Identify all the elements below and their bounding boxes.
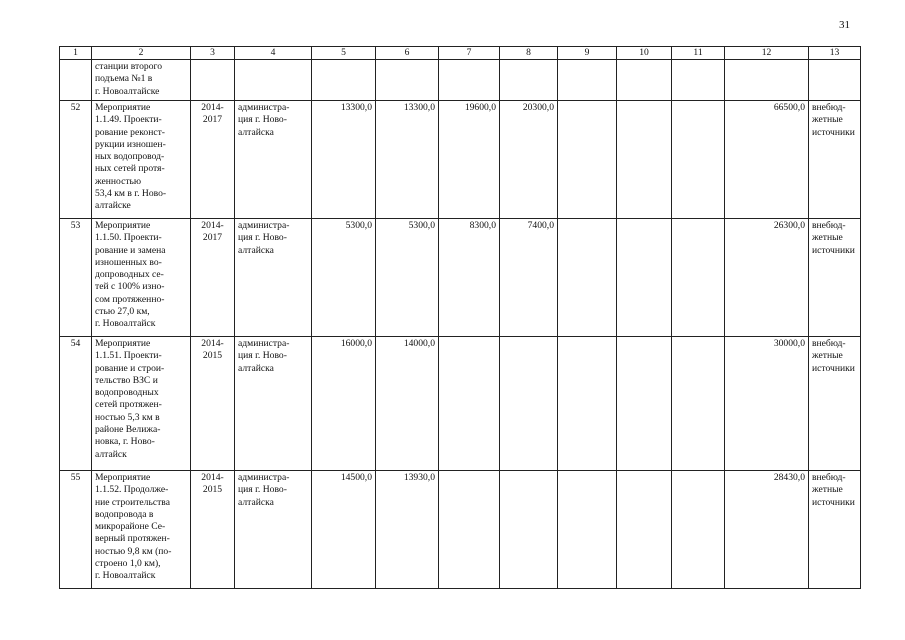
cell-9 — [558, 471, 617, 589]
cell-9 — [558, 219, 617, 337]
table-row — [60, 471, 861, 589]
header-cell: 4 — [235, 47, 312, 60]
cell-executor — [235, 60, 312, 101]
cell-8: 7400,0 — [500, 219, 558, 337]
cell-period: 2014- 2015 — [191, 337, 235, 471]
cell-7: 19600,0 — [439, 101, 500, 219]
cell-8 — [500, 471, 558, 589]
cell-11 — [672, 337, 725, 471]
cell-executor: администра- ция г. Ново- алтайска — [235, 219, 312, 337]
program-table — [59, 46, 861, 589]
header-cell: 13 — [809, 47, 861, 60]
cell-10 — [617, 219, 672, 337]
table-row — [60, 101, 861, 219]
cell-num — [60, 60, 92, 101]
cell-12: 66500,0 — [725, 101, 809, 219]
cell-6: 5300,0 — [376, 219, 439, 337]
table-header-row — [60, 47, 861, 60]
cell-source: внебюд- жетные источники — [809, 219, 861, 337]
cell-6: 14000,0 — [376, 337, 439, 471]
cell-5: 13300,0 — [312, 101, 376, 219]
cell-description: станции второго подъема №1 в г. Новоалтайске — [92, 60, 191, 101]
cell-description: Мероприятие 1.1.49. Проекти- рование реконст- рукции изношен- ных водопровод- ных сетей протя- женностью 53,4 км в г. Ново- алтайске — [92, 101, 191, 219]
header-cell: 6 — [376, 47, 439, 60]
cell-num: 54 — [60, 337, 92, 471]
cell-num: 52 — [60, 101, 92, 219]
cell-6: 13300,0 — [376, 101, 439, 219]
cell-11 — [672, 471, 725, 589]
cell-executor: администра- ция г. Ново- алтайска — [235, 101, 312, 219]
cell-7 — [439, 337, 500, 471]
page-number: 31 — [839, 19, 850, 31]
cell-10 — [617, 471, 672, 589]
cell-period — [191, 60, 235, 101]
cell-12 — [725, 60, 809, 101]
cell-10 — [617, 101, 672, 219]
cell-7 — [439, 60, 500, 101]
cell-source — [809, 60, 861, 101]
cell-11 — [672, 101, 725, 219]
cell-8 — [500, 60, 558, 101]
cell-8 — [500, 337, 558, 471]
cell-5 — [312, 60, 376, 101]
header-cell: 10 — [617, 47, 672, 60]
cell-11 — [672, 219, 725, 337]
cell-5: 5300,0 — [312, 219, 376, 337]
header-cell: 8 — [500, 47, 558, 60]
cell-6 — [376, 60, 439, 101]
cell-executor: администра- ция г. Ново- алтайска — [235, 337, 312, 471]
cell-description: Мероприятие 1.1.52. Продолже- ние строительства водопровода в микрорайоне Се- верный протяжен- ностью 9,8 км (по- строено 1,0 км), г. Новоалтайск — [92, 471, 191, 589]
cell-8: 20300,0 — [500, 101, 558, 219]
cell-12: 26300,0 — [725, 219, 809, 337]
header-cell: 3 — [191, 47, 235, 60]
cell-12: 28430,0 — [725, 471, 809, 589]
cell-12: 30000,0 — [725, 337, 809, 471]
header-cell: 7 — [439, 47, 500, 60]
table-row — [60, 219, 861, 337]
cell-period: 2014- 2017 — [191, 101, 235, 219]
cell-description: Мероприятие 1.1.50. Проекти- рование и замена изношенных во- допроводных се- тей с 100% изно- сом протяженно- стью 27,0 км, г. Новоалтайск — [92, 219, 191, 337]
cell-period: 2014- 2017 — [191, 219, 235, 337]
cell-source: внебюд- жетные источники — [809, 337, 861, 471]
cell-10 — [617, 60, 672, 101]
header-cell: 5 — [312, 47, 376, 60]
header-cell: 12 — [725, 47, 809, 60]
header-cell: 2 — [92, 47, 191, 60]
table-row-continuation — [60, 60, 861, 101]
header-cell: 1 — [60, 47, 92, 60]
cell-executor: администра- ция г. Ново- алтайска — [235, 471, 312, 589]
cell-description: Мероприятие 1.1.51. Проекти- рование и строи- тельство ВЗС и водопроводных сетей протяжен- ностью 5,3 км в районе Велижа- новка, г. Ново- алтайск — [92, 337, 191, 471]
cell-5: 14500,0 — [312, 471, 376, 589]
cell-period: 2014- 2015 — [191, 471, 235, 589]
cell-7 — [439, 471, 500, 589]
header-cell: 9 — [558, 47, 617, 60]
cell-7: 8300,0 — [439, 219, 500, 337]
cell-source: внебюд- жетные источники — [809, 101, 861, 219]
cell-9 — [558, 60, 617, 101]
cell-6: 13930,0 — [376, 471, 439, 589]
cell-11 — [672, 60, 725, 101]
table-row — [60, 337, 861, 471]
cell-5: 16000,0 — [312, 337, 376, 471]
cell-10 — [617, 337, 672, 471]
cell-9 — [558, 337, 617, 471]
cell-source: внебюд- жетные источники — [809, 471, 861, 589]
cell-num: 53 — [60, 219, 92, 337]
header-cell: 11 — [672, 47, 725, 60]
cell-num: 55 — [60, 471, 92, 589]
cell-9 — [558, 101, 617, 219]
